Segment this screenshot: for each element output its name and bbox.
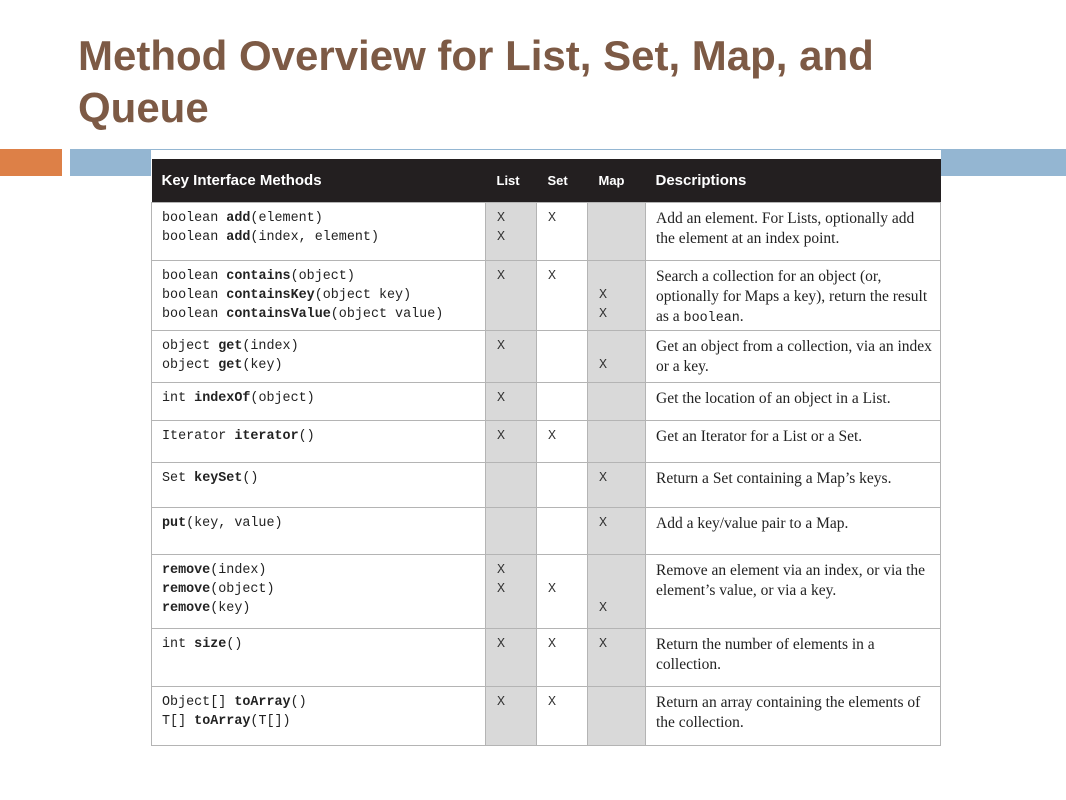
- set-cell: X: [537, 687, 588, 746]
- method-cell: remove(index) remove(object) remove(key): [152, 555, 486, 629]
- table-row: [152, 203, 941, 261]
- description-cell: Return the number of elements in a collection.: [646, 629, 941, 687]
- description-cell: Add an element. For Lists, optionally add the element at an index point.: [646, 203, 941, 261]
- method-cell: boolean contains(object) boolean containsKey(object key) boolean containsValue(object value): [152, 261, 486, 331]
- description-cell: Get the location of an object in a List.: [646, 383, 941, 421]
- map-cell: X: [588, 331, 646, 383]
- description-cell: Return a Set containing a Map’s keys.: [646, 463, 941, 508]
- table-row: [152, 383, 941, 421]
- set-cell: [537, 383, 588, 421]
- set-cell: [537, 508, 588, 555]
- method-cell: boolean add(element) boolean add(index, element): [152, 203, 486, 261]
- list-cell: X: [486, 383, 537, 421]
- map-cell: X: [588, 629, 646, 687]
- list-cell: [486, 463, 537, 508]
- description-cell: Remove an element via an index, or via the element’s value, or via a key.: [646, 555, 941, 629]
- set-cell: X: [537, 421, 588, 463]
- table-row: [152, 629, 941, 687]
- accent-bar-orange: [0, 149, 62, 176]
- map-cell: X: [588, 463, 646, 508]
- method-cell: object get(index) object get(key): [152, 331, 486, 383]
- header-map: Map: [588, 155, 646, 203]
- description-cell: Get an object from a collection, via an index or a key.: [646, 331, 941, 383]
- list-cell: X: [486, 421, 537, 463]
- table-header-row: [152, 155, 941, 203]
- map-cell: [588, 203, 646, 261]
- map-cell: [588, 383, 646, 421]
- table-row: [152, 687, 941, 746]
- method-cell: put(key, value): [152, 508, 486, 555]
- description-cell: Search a collection for an object (or, optionally for Maps a key), return the result as a boolean.: [646, 261, 941, 331]
- set-cell: [537, 331, 588, 383]
- set-cell: X: [537, 203, 588, 261]
- map-cell: X: [588, 555, 646, 629]
- map-cell: X X: [588, 261, 646, 331]
- set-cell: [537, 463, 588, 508]
- map-cell: X: [588, 508, 646, 555]
- method-cell: int indexOf(object): [152, 383, 486, 421]
- list-cell: [486, 508, 537, 555]
- table-row: [152, 421, 941, 463]
- method-cell: int size(): [152, 629, 486, 687]
- list-cell: X: [486, 261, 537, 331]
- list-cell: X X: [486, 203, 537, 261]
- list-cell: X X: [486, 555, 537, 629]
- description-cell: Get an Iterator for a List or a Set.: [646, 421, 941, 463]
- method-table: [151, 150, 941, 746]
- list-cell: X: [486, 331, 537, 383]
- header-methods: Key Interface Methods: [152, 155, 486, 203]
- method-table-image: [151, 150, 940, 744]
- list-cell: X: [486, 629, 537, 687]
- table-row: [152, 555, 941, 629]
- set-cell: X: [537, 629, 588, 687]
- list-cell: X: [486, 687, 537, 746]
- table-row: [152, 261, 941, 331]
- map-cell: [588, 687, 646, 746]
- set-cell: X: [537, 261, 588, 331]
- table-row: [152, 508, 941, 555]
- description-cell: Add a key/value pair to a Map.: [646, 508, 941, 555]
- map-cell: [588, 421, 646, 463]
- header-descriptions: Descriptions: [646, 155, 941, 203]
- method-cell: Iterator iterator(): [152, 421, 486, 463]
- header-set: Set: [537, 155, 588, 203]
- set-cell: X: [537, 555, 588, 629]
- description-cell: Return an array containing the elements of the collection.: [646, 687, 941, 746]
- table-row: [152, 463, 941, 508]
- method-cell: Set keySet(): [152, 463, 486, 508]
- header-list: List: [486, 155, 537, 203]
- table-row: [152, 331, 941, 383]
- method-cell: Object[] toArray() T[] toArray(T[]): [152, 687, 486, 746]
- slide-title: Method Overview for List, Set, Map, and Queue: [78, 32, 874, 131]
